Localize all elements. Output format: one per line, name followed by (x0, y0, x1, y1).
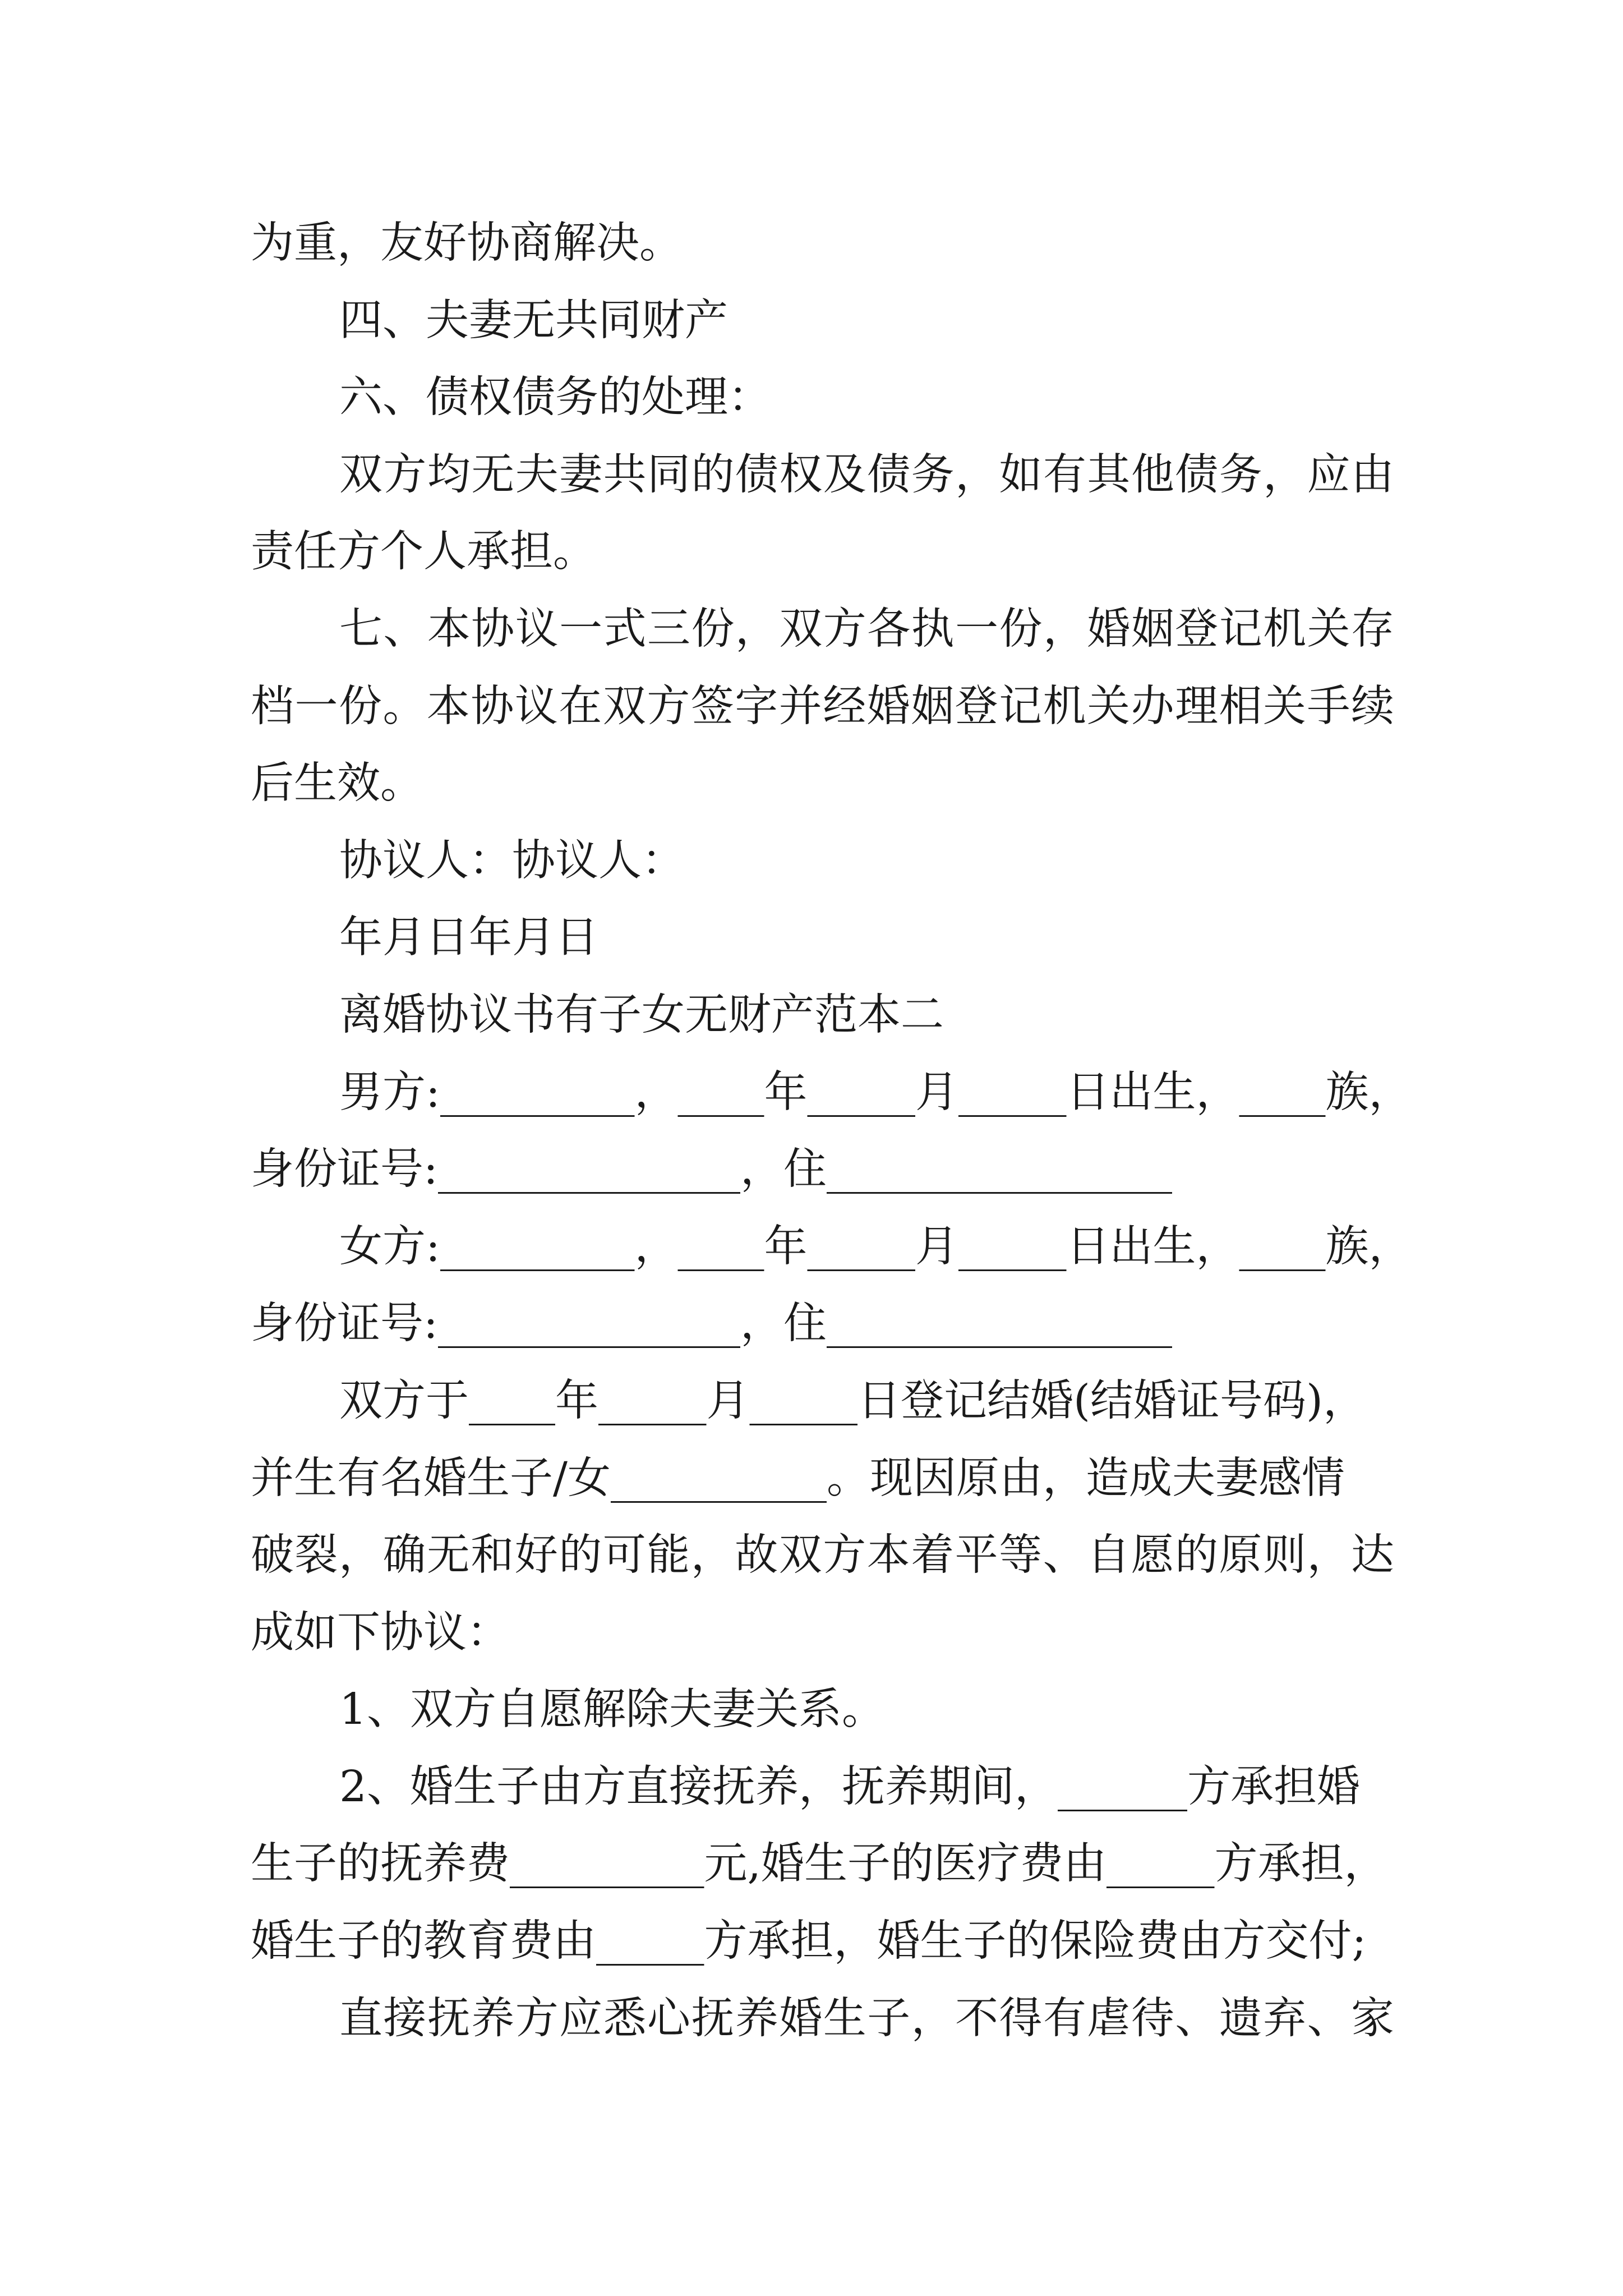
clause-1-line: 1、双方自愿解除夫妻关系。 (339, 1685, 885, 1735)
signature-label-line: 协议人：协议人： (339, 835, 685, 886)
paragraph-line: 为重，友好协商解决。 (251, 218, 683, 268)
paragraph-line: 档一份。本协议在双方签字并经婚姻登记机关办理相关手续 (251, 681, 1394, 731)
section-heading-debts: 六、债权债务的处理： (339, 372, 771, 423)
male-party-line: 男方:_________，____年_____月_____日出生，____族， (339, 1067, 1412, 1117)
clause-2-line: 生子的抚养费_________元,婚生子的医疗费由_____方承担， (251, 1839, 1387, 1889)
paragraph-line: 破裂，确无和好的可能，故双方本着平等、自愿的原则，达 (251, 1530, 1394, 1581)
clause-2-line: 婚生子的教育费由_____方承担，婚生子的保险费由方交付; (251, 1916, 1367, 1967)
paragraph-line: 责任方个人承担。 (251, 527, 596, 577)
paragraph-line: 七、本协议一式三份，双方各执一份，婚姻登记机关存 (339, 604, 1394, 654)
sample-title: 离婚协议书有子女无财产范本二 (339, 990, 944, 1040)
paragraph-line: 直接抚养方应悉心抚养婚生子，不得有虐待、遗弃、家 (339, 1993, 1394, 2044)
marriage-registration-line: 双方于____年_____月_____日登记结婚(结婚证号码)， (339, 1375, 1367, 1426)
paragraph-line: 后生效。 (251, 758, 423, 809)
section-heading-no-common-property: 四、夫妻无共同财产 (339, 295, 728, 346)
female-party-line: 女方:_________，____年_____月_____日出生，____族， (339, 1221, 1412, 1272)
signature-date-line: 年月日年月日 (339, 913, 598, 963)
paragraph-line: 并生有名婚生子/女__________。现因原由，造成夫妻感情 (251, 1453, 1345, 1503)
paragraph-line: 双方均无夫妻共同的债权及债务，如有其他债务，应由 (339, 449, 1394, 500)
male-id-address-line: 身份证号:______________，住________________ (251, 1144, 1172, 1195)
clause-2-line: 2、婚生子由方直接抚养，抚养期间，______方承担婚 (339, 1761, 1360, 1812)
female-id-address-line: 身份证号:______________，住________________ (251, 1299, 1172, 1349)
document-body (251, 205, 1412, 2057)
paragraph-line: 成如下协议： (251, 1607, 510, 1658)
